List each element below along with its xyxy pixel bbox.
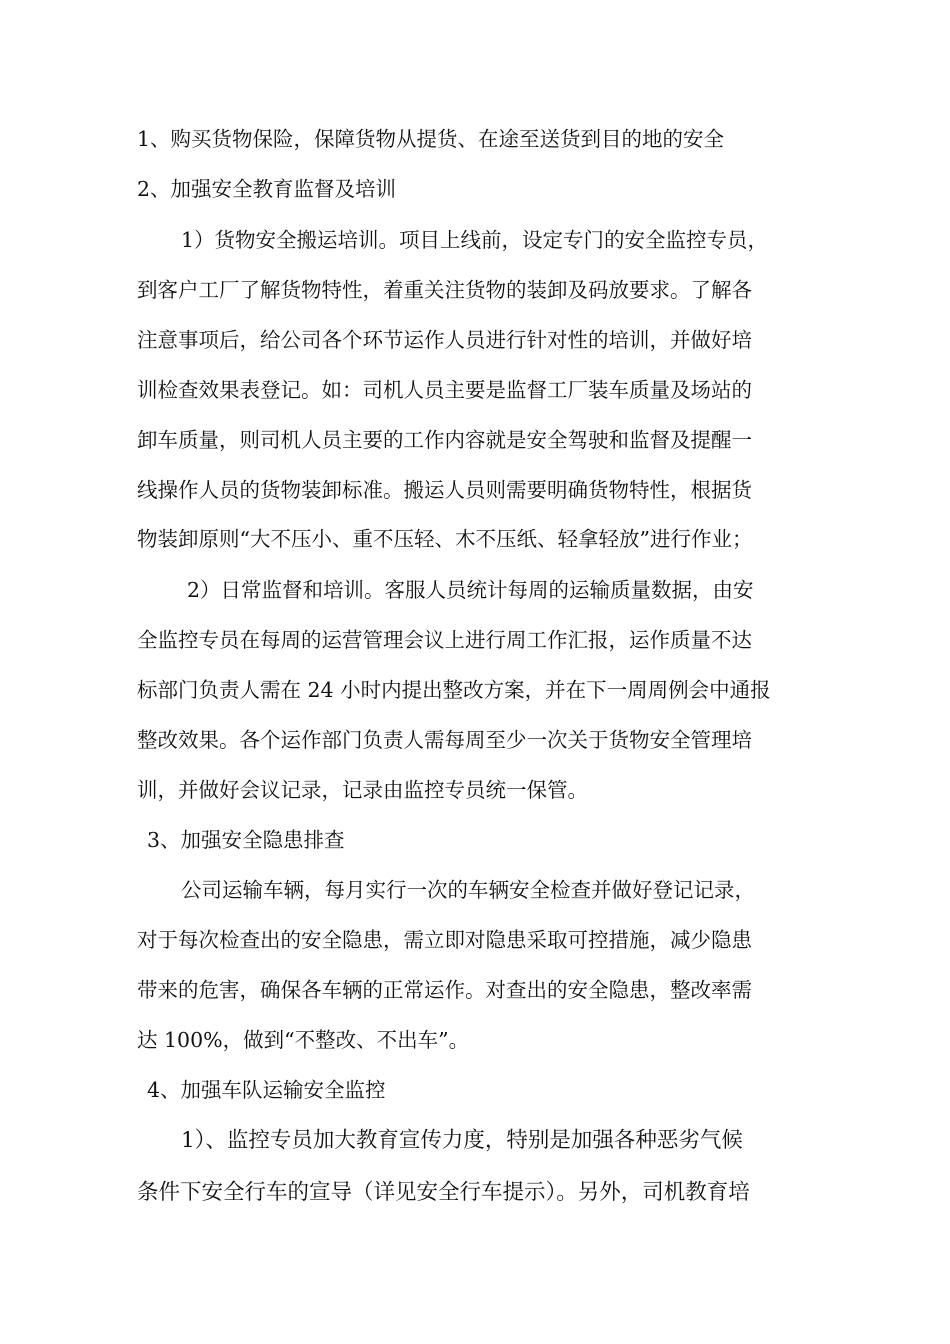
paragraph-line: 标部门负责人需在 24 小时内提出整改方案，并在下一周周例会中通报 xyxy=(137,678,771,702)
paragraph-line: 训检查效果表登记。如：司机人员主要是监督工厂装车质量及场站的 xyxy=(137,378,752,402)
heading-2: 2、加强安全教育监督及培训 xyxy=(137,177,397,201)
paragraph-line: 达 100%，做到“不整改、不出车”。 xyxy=(137,1028,470,1052)
heading-4: 4、加强车队运输安全监控 xyxy=(147,1078,386,1102)
paragraph-line: 训，并做好会议记录，记录由监控专员统一保管。 xyxy=(137,778,588,802)
paragraph-line: 对于每次检查出的安全隐患，需立即对隐患采取可控措施，减少隐患 xyxy=(137,928,752,952)
paragraph-line: 卸车质量，则司机人员主要的工作内容就是安全驾驶和监督及提醒一 xyxy=(137,428,752,452)
paragraph-line: 1）、监控专员加大教育宣传力度，特别是加强各种恶劣气候 xyxy=(181,1128,743,1153)
paragraph-line: 带来的危害，确保各车辆的正常运作。对查出的安全隐患，整改率需 xyxy=(137,978,752,1002)
paragraph-line: 全监控专员在每周的运营管理会议上进行周工作汇报，运作质量不达 xyxy=(137,628,752,652)
paragraph-line: 1）货物安全搬运培训。项目上线前，设定专门的安全监控专员， xyxy=(181,228,769,252)
paragraph-line: 公司运输车辆，每月实行一次的车辆安全检查并做好登记记录， xyxy=(181,878,755,902)
heading-1: 1、购买货物保险，保障货物从提货、在途至送货到目的地的安全 xyxy=(137,127,725,151)
paragraph-line: 到客户工厂了解货物特性，着重关注货物的装卸及码放要求。了解各 xyxy=(137,278,752,302)
paragraph-line: 物装卸原则“大不压小、重不压轻、木不压纸、轻拿轻放”进行作业； xyxy=(137,527,753,551)
paragraph-line: 2）日常监督和培训。客服人员统计每周的运输质量数据，由安 xyxy=(187,578,754,602)
paragraph-line: 线操作人员的货物装卸标准。搬运人员则需要明确货物特性，根据货 xyxy=(137,478,752,502)
paragraph-line: 整改效果。各个运作部门负责人需每周至少一次关于货物安全管理培 xyxy=(137,728,752,752)
paragraph-line: 注意事项后，给公司各个环节运作人员进行针对性的培训，并做好培 xyxy=(137,328,752,352)
heading-3: 3、加强安全隐患排查 xyxy=(147,828,345,852)
paragraph-line: 条件下安全行车的宣导（详见安全行车提示）。另外，司机教育培 xyxy=(137,1180,750,1205)
